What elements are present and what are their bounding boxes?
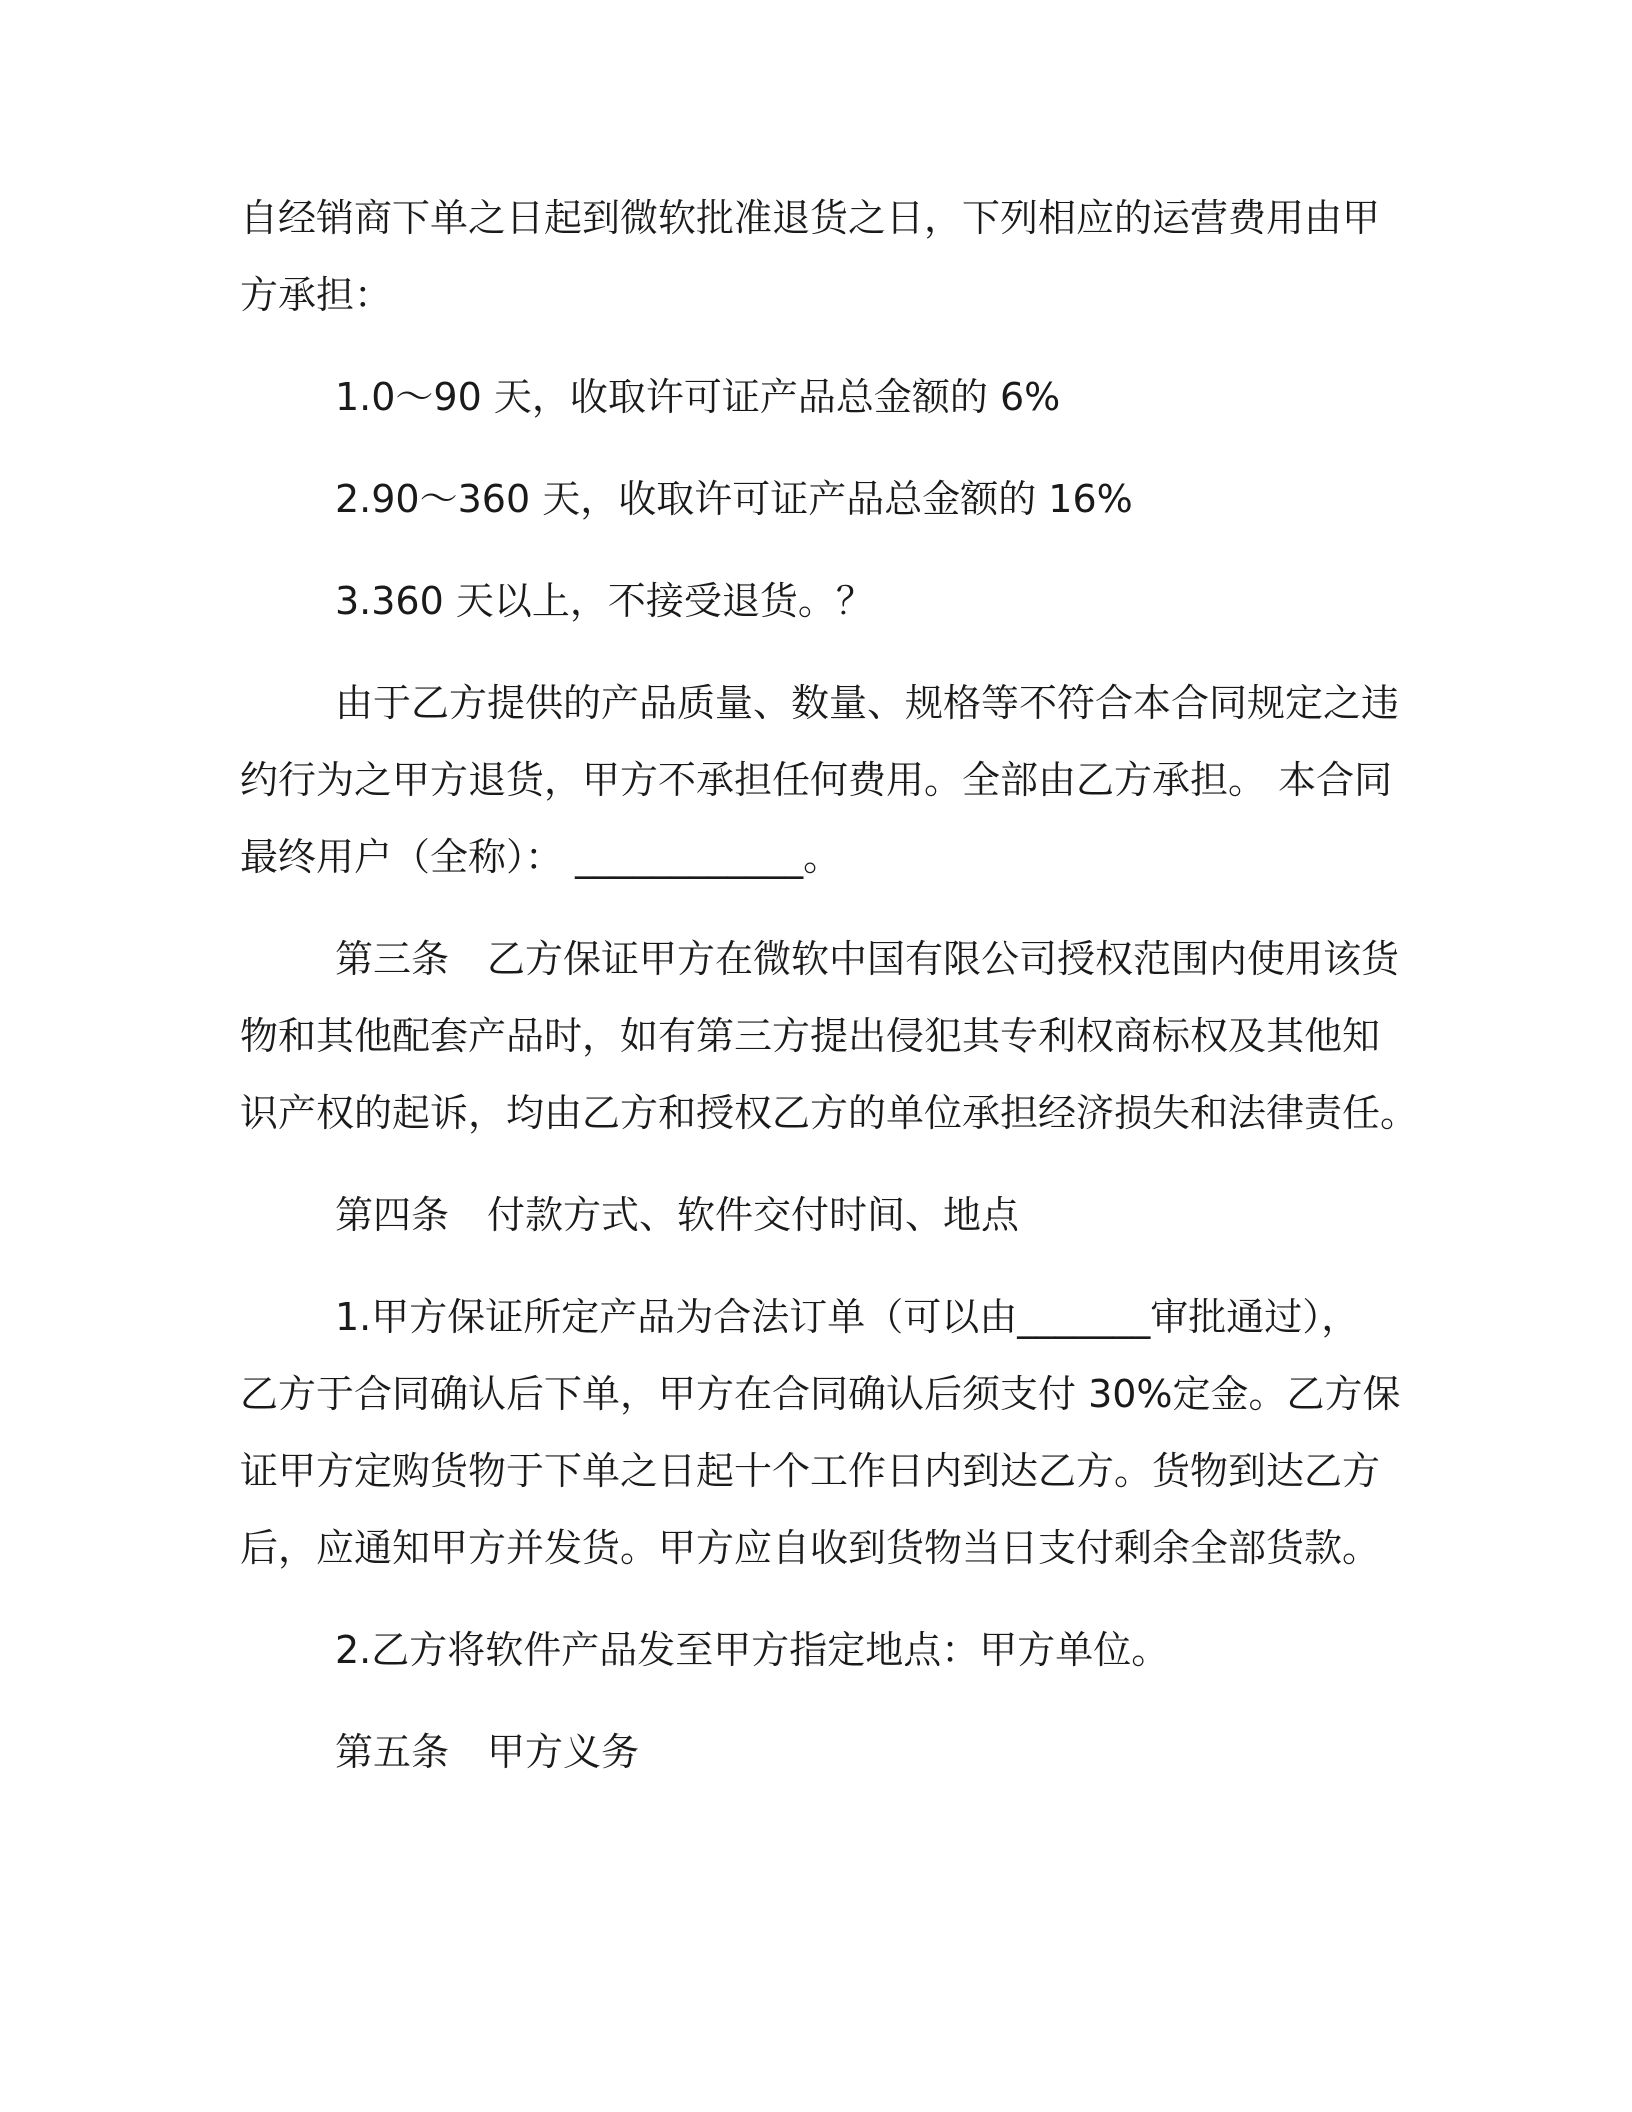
paragraph-line: 方承担： — [240, 273, 393, 317]
paragraph-line: 物和其他配套产品时，如有第三方提出侵犯其专利权商标权及其他知 — [240, 1014, 1381, 1058]
list-item: 1.甲方保证所定产品为合法订单（可以由_______审批通过）， — [335, 1295, 1360, 1339]
paragraph-line: 识产权的起诉，均由乙方和授权乙方的单位承担经济损失和法律责任。 — [240, 1091, 1419, 1135]
paragraph-line: 最终用户（全称）： ____________。 — [240, 835, 842, 879]
article-heading: 第三条 乙方保证甲方在微软中国有限公司授权范围内使用该货 — [335, 937, 1400, 981]
paragraph-line: 自经销商下单之日起到微软批准退货之日，下列相应的运营费用由甲 — [240, 196, 1381, 240]
list-item: 1.0～90 天，收取许可证产品总金额的 6% — [335, 375, 1061, 419]
paragraph-line: 后，应通知甲方并发货。甲方应自收到货物当日支付剩余全部货款。 — [240, 1526, 1381, 1570]
article-heading: 第四条 付款方式、软件交付时间、地点 — [335, 1193, 1020, 1237]
paragraph-line: 约行为之甲方退货，甲方不承担任何费用。全部由乙方承担。 本合同 — [240, 758, 1393, 802]
list-item: 2.乙方将软件产品发至甲方指定地点：甲方单位。 — [335, 1628, 1170, 1672]
paragraph-line: 乙方于合同确认后下单，甲方在合同确认后须支付 30%定金。乙方保 — [240, 1372, 1401, 1416]
list-item: 2.90～360 天，收取许可证产品总金额的 16% — [335, 477, 1133, 521]
paragraph-line: 证甲方定购货物于下单之日起十个工作日内到达乙方。货物到达乙方 — [240, 1449, 1381, 1493]
paragraph-line: 由于乙方提供的产品质量、数量、规格等不符合本合同规定之违 — [335, 681, 1400, 725]
list-item: 3.360 天以上，不接受退货。？ — [335, 579, 874, 623]
article-heading: 第五条 甲方义务 — [335, 1730, 640, 1774]
